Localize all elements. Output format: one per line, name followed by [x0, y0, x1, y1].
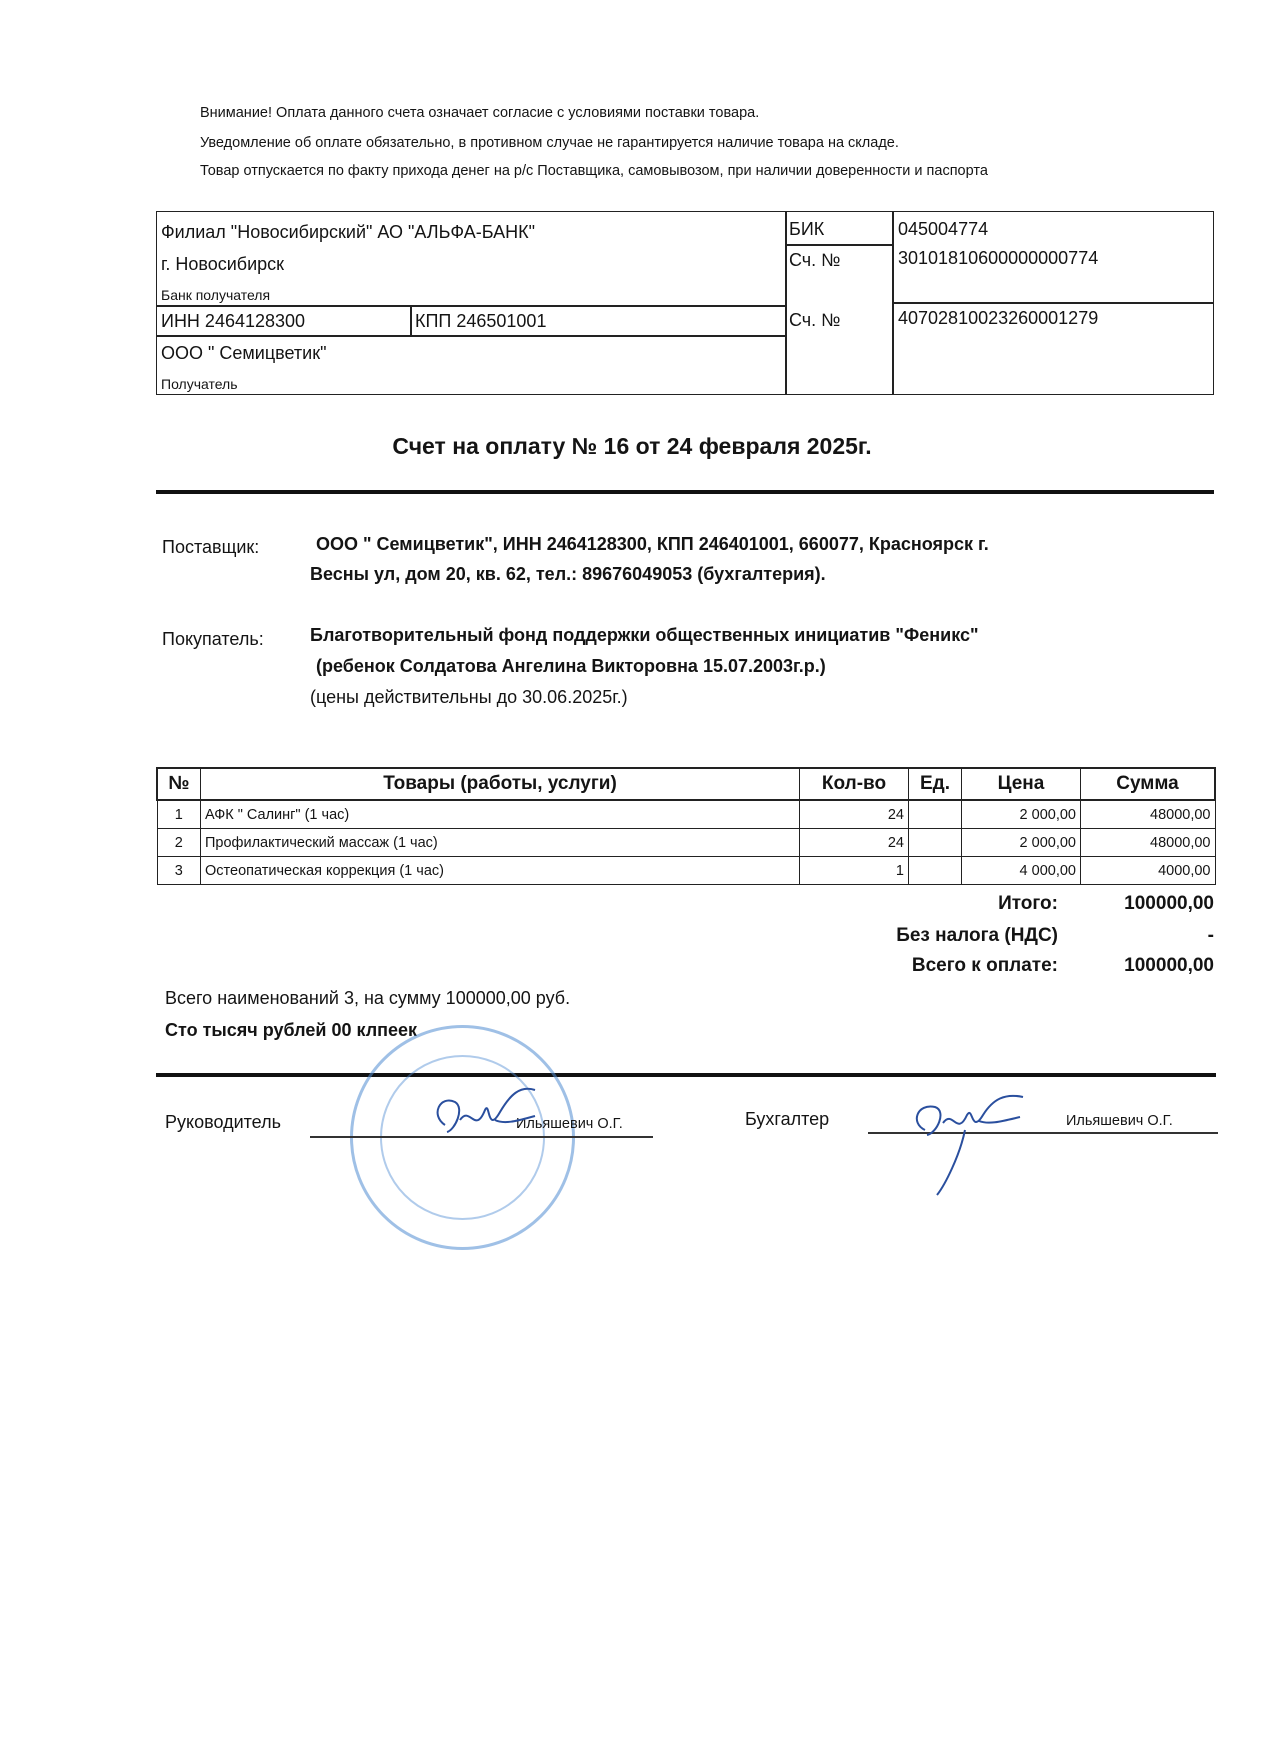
- invoice-title: Счет на оплату № 16 от 24 февраля 2025г.: [392, 433, 872, 459]
- row-item: АФК " Салинг" (1 час): [201, 800, 800, 829]
- row-number: 1: [157, 800, 201, 829]
- col-qty: Кол-во: [800, 768, 909, 800]
- notice-line-2: Уведомление об оплате обязательно, в противном случае не гарантируется наличие товара на складе.: [200, 135, 899, 151]
- head-signature: [425, 1080, 545, 1160]
- amount-due-label: Всего к оплате:: [911, 955, 1058, 976]
- tax-label: Без налога (НДС): [896, 925, 1058, 946]
- row-item: Профилактический массаж (1 час): [201, 829, 800, 857]
- row-qty: 24: [800, 829, 909, 857]
- amount-due-value: 100000,00: [1124, 955, 1214, 976]
- row-unit: [909, 829, 962, 857]
- total-label: Итого:: [998, 893, 1058, 914]
- row-price: 2 000,00: [962, 800, 1081, 829]
- total-value: 100000,00: [1124, 893, 1214, 914]
- bank-name: Филиал "Новосибирский" АО "АЛЬФА-БАНК": [161, 222, 536, 242]
- col-unit: Ед.: [909, 768, 962, 800]
- buyer-label: Покупатель:: [162, 629, 264, 649]
- notice-line-3: Товар отпускается по факту прихода денег на р/с Поставщика, самовывозом, при наличии доверенности и паспорта: [200, 163, 988, 179]
- recipient-caption: Получатель: [161, 376, 238, 392]
- title-divider: [156, 490, 1214, 494]
- head-name: Ильяшевич О.Г.: [516, 1116, 623, 1132]
- row-sum: 48000,00: [1081, 829, 1216, 857]
- buyer-line-2: (ребенок Солдатова Ангелина Викторовна 15.07.2003г.р.): [316, 656, 826, 676]
- kpp-field: КПП 246501001: [415, 311, 547, 331]
- col-sum: Сумма: [1081, 768, 1216, 800]
- buyer-line-1: Благотворительный фонд поддержки общественных инициатив "Феникс": [310, 625, 979, 645]
- row-price: 2 000,00: [962, 829, 1081, 857]
- accountant-name: Ильяшевич О.Г.: [1066, 1113, 1173, 1129]
- accountant-signature: [905, 1085, 1035, 1205]
- account-value: 40702810023260001279: [898, 308, 1099, 328]
- row-item: Остеопатическая коррекция (1 час): [201, 857, 800, 885]
- summary-count: Всего наименований 3, на сумму 100000,00 руб.: [165, 988, 571, 1008]
- row-number: 2: [157, 829, 201, 857]
- row-unit: [909, 800, 962, 829]
- table-row: [157, 829, 1215, 857]
- goods-table: [156, 767, 1216, 885]
- table-row: [157, 857, 1215, 885]
- col-item: Товары (работы, услуги): [201, 768, 800, 800]
- recipient-name: ООО " Семицветик": [161, 343, 327, 363]
- row-qty: 24: [800, 800, 909, 829]
- row-qty: 1: [800, 857, 909, 885]
- account-label: Сч. №: [789, 310, 841, 330]
- row-number: 3: [157, 857, 201, 885]
- bik-value: 045004774: [898, 219, 989, 239]
- corr-account-label: Сч. №: [789, 250, 841, 270]
- inn-field: ИНН 2464128300: [161, 311, 306, 331]
- head-label: Руководитель: [165, 1112, 281, 1132]
- tax-value: -: [1207, 925, 1214, 946]
- supplier-line-1: ООО " Семицветик", ИНН 2464128300, КПП 246401001, 660077, Красноярск г.: [316, 534, 989, 554]
- notice-line-1: Внимание! Оплата данного счета означает согласие с условиями поставки товара.: [200, 105, 760, 121]
- table-row: [157, 800, 1215, 829]
- supplier-line-2: Весны ул, дом 20, кв. 62, тел.: 89676049053 (бухгалтерия).: [310, 564, 826, 584]
- table-header-row: [157, 768, 1215, 800]
- accountant-label: Бухгалтер: [745, 1109, 830, 1129]
- bank-caption: Банк получателя: [161, 287, 271, 303]
- bank-details-box: [156, 211, 1214, 395]
- supplier-label: Поставщик:: [162, 537, 260, 557]
- bik-label: БИК: [789, 219, 825, 239]
- signature-divider: [156, 1073, 1216, 1077]
- buyer-line-3: (цены действительны до 30.06.2025г.): [310, 687, 628, 707]
- row-sum: 48000,00: [1081, 800, 1216, 829]
- row-sum: 4000,00: [1081, 857, 1216, 885]
- corr-account-value: 30101810600000000774: [898, 248, 1099, 268]
- row-price: 4 000,00: [962, 857, 1081, 885]
- summary-amount-words: Сто тысяч рублей 00 клпеек: [165, 1020, 418, 1040]
- bank-city: г. Новосибирск: [161, 254, 285, 274]
- row-unit: [909, 857, 962, 885]
- col-number: №: [157, 768, 201, 800]
- col-price: Цена: [962, 768, 1081, 800]
